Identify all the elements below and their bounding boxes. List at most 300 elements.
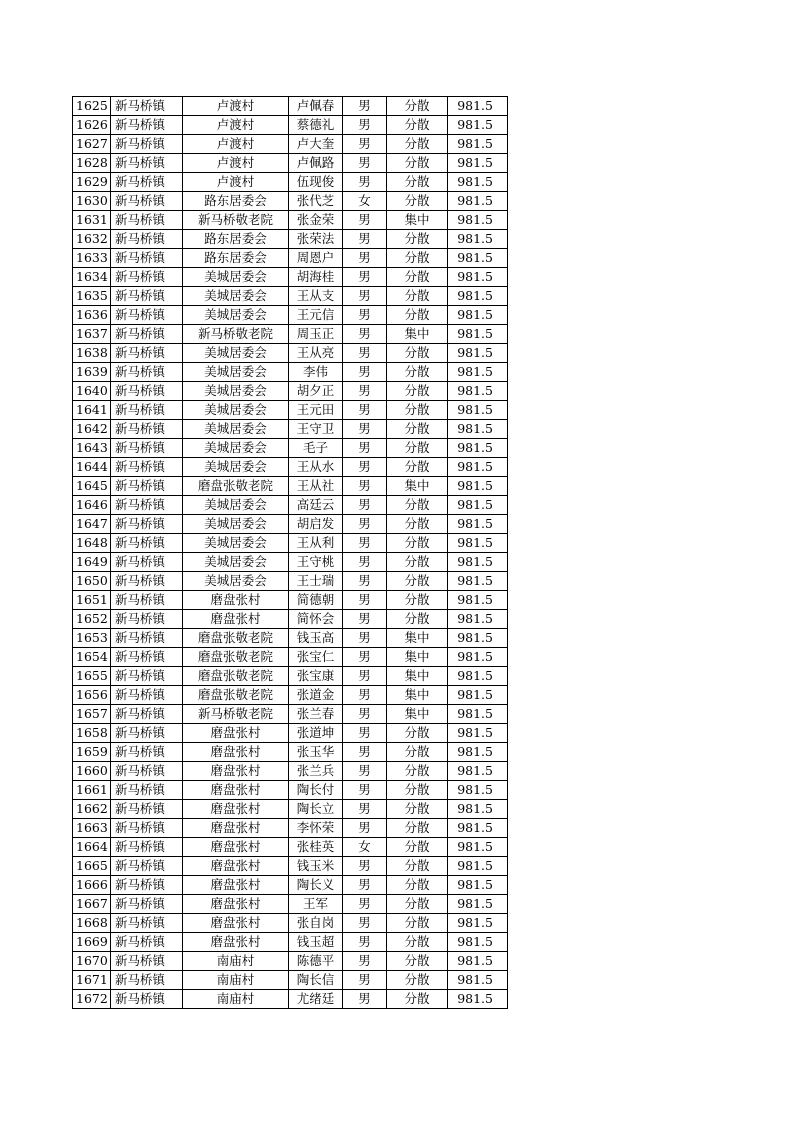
town-cell: 新马桥镇: [111, 819, 183, 838]
name-cell: 王守桃: [289, 553, 343, 572]
table-row: [73, 287, 508, 306]
village-cell: 磨盘张敬老院: [183, 648, 289, 667]
name-cell: 王守卫: [289, 420, 343, 439]
name-cell: 李怀荣: [289, 819, 343, 838]
row-number-cell: 1643: [73, 439, 111, 458]
row-number-cell: 1655: [73, 667, 111, 686]
amount-cell: 981.5: [448, 819, 508, 838]
table-row: [73, 325, 508, 344]
row-number-cell: 1645: [73, 477, 111, 496]
gender-cell: 男: [343, 116, 387, 135]
name-cell: 张荣法: [289, 230, 343, 249]
amount-cell: 981.5: [448, 686, 508, 705]
gender-cell: 男: [343, 420, 387, 439]
support-type-cell: 分散: [387, 173, 448, 192]
gender-cell: 男: [343, 819, 387, 838]
row-number-cell: 1633: [73, 249, 111, 268]
village-cell: 磨盘张敬老院: [183, 686, 289, 705]
gender-cell: 男: [343, 724, 387, 743]
town-cell: 新马桥镇: [111, 230, 183, 249]
town-cell: 新马桥镇: [111, 154, 183, 173]
amount-cell: 981.5: [448, 344, 508, 363]
name-cell: 简德朝: [289, 591, 343, 610]
table-row: [73, 439, 508, 458]
row-number-cell: 1653: [73, 629, 111, 648]
amount-cell: 981.5: [448, 97, 508, 116]
village-cell: 美城居委会: [183, 553, 289, 572]
support-type-cell: 分散: [387, 933, 448, 952]
name-cell: 陶长立: [289, 800, 343, 819]
village-cell: 南庙村: [183, 952, 289, 971]
village-cell: 磨盘张村: [183, 800, 289, 819]
town-cell: 新马桥镇: [111, 287, 183, 306]
amount-cell: 981.5: [448, 762, 508, 781]
gender-cell: 男: [343, 477, 387, 496]
support-type-cell: 集中: [387, 325, 448, 344]
amount-cell: 981.5: [448, 800, 508, 819]
amount-cell: 981.5: [448, 458, 508, 477]
support-type-cell: 分散: [387, 800, 448, 819]
row-number-cell: 1634: [73, 268, 111, 287]
table-row: [73, 496, 508, 515]
village-cell: 美城居委会: [183, 344, 289, 363]
town-cell: 新马桥镇: [111, 211, 183, 230]
row-number-cell: 1671: [73, 971, 111, 990]
support-type-cell: 分散: [387, 838, 448, 857]
table-row: [73, 629, 508, 648]
amount-cell: 981.5: [448, 857, 508, 876]
gender-cell: 女: [343, 838, 387, 857]
town-cell: 新马桥镇: [111, 553, 183, 572]
amount-cell: 981.5: [448, 477, 508, 496]
name-cell: 张兰兵: [289, 762, 343, 781]
village-cell: 磨盘张敬老院: [183, 667, 289, 686]
name-cell: 张兰春: [289, 705, 343, 724]
gender-cell: 男: [343, 154, 387, 173]
gender-cell: 男: [343, 173, 387, 192]
support-type-cell: 分散: [387, 192, 448, 211]
village-cell: 美城居委会: [183, 515, 289, 534]
table-row: [73, 819, 508, 838]
name-cell: 伍现俊: [289, 173, 343, 192]
name-cell: 张桂英: [289, 838, 343, 857]
gender-cell: 男: [343, 933, 387, 952]
town-cell: 新马桥镇: [111, 648, 183, 667]
table-row: [73, 762, 508, 781]
support-type-cell: 集中: [387, 648, 448, 667]
support-type-cell: 分散: [387, 895, 448, 914]
table-row: [73, 990, 508, 1009]
table-row: [73, 230, 508, 249]
town-cell: 新马桥镇: [111, 952, 183, 971]
support-type-cell: 分散: [387, 154, 448, 173]
town-cell: 新马桥镇: [111, 914, 183, 933]
table-row: [73, 363, 508, 382]
village-cell: 新马桥敬老院: [183, 325, 289, 344]
name-cell: 王从水: [289, 458, 343, 477]
amount-cell: 981.5: [448, 249, 508, 268]
table-row: [73, 572, 508, 591]
table-row: [73, 401, 508, 420]
row-number-cell: 1637: [73, 325, 111, 344]
amount-cell: 981.5: [448, 135, 508, 154]
town-cell: 新马桥镇: [111, 458, 183, 477]
table-row: [73, 382, 508, 401]
row-number-cell: 1629: [73, 173, 111, 192]
row-number-cell: 1667: [73, 895, 111, 914]
gender-cell: 男: [343, 971, 387, 990]
gender-cell: 男: [343, 496, 387, 515]
village-cell: 卢渡村: [183, 135, 289, 154]
row-number-cell: 1627: [73, 135, 111, 154]
row-number-cell: 1625: [73, 97, 111, 116]
support-type-cell: 分散: [387, 553, 448, 572]
row-number-cell: 1646: [73, 496, 111, 515]
name-cell: 张自岗: [289, 914, 343, 933]
name-cell: 周恩户: [289, 249, 343, 268]
village-cell: 美城居委会: [183, 572, 289, 591]
support-type-cell: 分散: [387, 230, 448, 249]
gender-cell: 男: [343, 553, 387, 572]
gender-cell: 男: [343, 876, 387, 895]
amount-cell: 981.5: [448, 629, 508, 648]
village-cell: 磨盘张村: [183, 781, 289, 800]
row-number-cell: 1652: [73, 610, 111, 629]
town-cell: 新马桥镇: [111, 629, 183, 648]
name-cell: 高廷云: [289, 496, 343, 515]
row-number-cell: 1665: [73, 857, 111, 876]
support-type-cell: 分散: [387, 515, 448, 534]
gender-cell: 男: [343, 268, 387, 287]
name-cell: 胡海桂: [289, 268, 343, 287]
row-number-cell: 1628: [73, 154, 111, 173]
table-row: [73, 610, 508, 629]
row-number-cell: 1668: [73, 914, 111, 933]
amount-cell: 981.5: [448, 401, 508, 420]
town-cell: 新马桥镇: [111, 610, 183, 629]
village-cell: 磨盘张村: [183, 610, 289, 629]
row-number-cell: 1651: [73, 591, 111, 610]
row-number-cell: 1662: [73, 800, 111, 819]
table-row: [73, 838, 508, 857]
table-row: [73, 515, 508, 534]
support-type-cell: 分散: [387, 249, 448, 268]
amount-cell: 981.5: [448, 990, 508, 1009]
name-cell: 钱玉高: [289, 629, 343, 648]
amount-cell: 981.5: [448, 667, 508, 686]
name-cell: 张道金: [289, 686, 343, 705]
village-cell: 磨盘张敬老院: [183, 477, 289, 496]
amount-cell: 981.5: [448, 553, 508, 572]
gender-cell: 男: [343, 572, 387, 591]
village-cell: 磨盘张敬老院: [183, 629, 289, 648]
name-cell: 张金荣: [289, 211, 343, 230]
support-type-cell: 分散: [387, 610, 448, 629]
amount-cell: 981.5: [448, 306, 508, 325]
village-cell: 磨盘张村: [183, 743, 289, 762]
support-type-cell: 分散: [387, 876, 448, 895]
row-number-cell: 1630: [73, 192, 111, 211]
gender-cell: 男: [343, 363, 387, 382]
gender-cell: 男: [343, 990, 387, 1009]
village-cell: 磨盘张村: [183, 933, 289, 952]
table-row: [73, 154, 508, 173]
table-row: [73, 534, 508, 553]
support-type-cell: 分散: [387, 534, 448, 553]
town-cell: 新马桥镇: [111, 268, 183, 287]
amount-cell: 981.5: [448, 781, 508, 800]
table-row: [73, 648, 508, 667]
table-row: [73, 971, 508, 990]
gender-cell: 男: [343, 306, 387, 325]
village-cell: 美城居委会: [183, 496, 289, 515]
support-type-cell: 集中: [387, 686, 448, 705]
row-number-cell: 1639: [73, 363, 111, 382]
gender-cell: 男: [343, 667, 387, 686]
gender-cell: 男: [343, 800, 387, 819]
gender-cell: 男: [343, 135, 387, 154]
amount-cell: 981.5: [448, 439, 508, 458]
name-cell: 王元信: [289, 306, 343, 325]
row-number-cell: 1654: [73, 648, 111, 667]
town-cell: 新马桥镇: [111, 135, 183, 154]
village-cell: 磨盘张村: [183, 857, 289, 876]
town-cell: 新马桥镇: [111, 724, 183, 743]
town-cell: 新马桥镇: [111, 534, 183, 553]
table-row: [73, 211, 508, 230]
support-type-cell: 分散: [387, 496, 448, 515]
gender-cell: 男: [343, 287, 387, 306]
row-number-cell: 1638: [73, 344, 111, 363]
name-cell: 周玉正: [289, 325, 343, 344]
table-row: [73, 895, 508, 914]
town-cell: 新马桥镇: [111, 363, 183, 382]
amount-cell: 981.5: [448, 743, 508, 762]
town-cell: 新马桥镇: [111, 572, 183, 591]
table-row: [73, 705, 508, 724]
gender-cell: 男: [343, 629, 387, 648]
table-row: [73, 933, 508, 952]
town-cell: 新马桥镇: [111, 667, 183, 686]
town-cell: 新马桥镇: [111, 838, 183, 857]
row-number-cell: 1642: [73, 420, 111, 439]
support-type-cell: 分散: [387, 458, 448, 477]
name-cell: 王从亮: [289, 344, 343, 363]
amount-cell: 981.5: [448, 382, 508, 401]
amount-cell: 981.5: [448, 914, 508, 933]
row-number-cell: 1663: [73, 819, 111, 838]
name-cell: 尤绪廷: [289, 990, 343, 1009]
gender-cell: 男: [343, 211, 387, 230]
village-cell: 南庙村: [183, 990, 289, 1009]
row-number-cell: 1649: [73, 553, 111, 572]
village-cell: 美城居委会: [183, 420, 289, 439]
gender-cell: 男: [343, 230, 387, 249]
village-cell: 美城居委会: [183, 458, 289, 477]
support-type-cell: 集中: [387, 629, 448, 648]
amount-cell: 981.5: [448, 268, 508, 287]
village-cell: 美城居委会: [183, 268, 289, 287]
amount-cell: 981.5: [448, 325, 508, 344]
amount-cell: 981.5: [448, 610, 508, 629]
amount-cell: 981.5: [448, 591, 508, 610]
support-type-cell: 分散: [387, 572, 448, 591]
village-cell: 卢渡村: [183, 97, 289, 116]
support-type-cell: 集中: [387, 705, 448, 724]
town-cell: 新马桥镇: [111, 876, 183, 895]
gender-cell: 男: [343, 762, 387, 781]
table-body: [73, 97, 508, 1009]
support-type-cell: 分散: [387, 116, 448, 135]
name-cell: 张道坤: [289, 724, 343, 743]
support-type-cell: 分散: [387, 781, 448, 800]
amount-cell: 981.5: [448, 876, 508, 895]
name-cell: 卢佩春: [289, 97, 343, 116]
name-cell: 王元田: [289, 401, 343, 420]
town-cell: 新马桥镇: [111, 401, 183, 420]
amount-cell: 981.5: [448, 515, 508, 534]
village-cell: 路东居委会: [183, 230, 289, 249]
village-cell: 美城居委会: [183, 534, 289, 553]
amount-cell: 981.5: [448, 154, 508, 173]
support-type-cell: 分散: [387, 952, 448, 971]
gender-cell: 男: [343, 648, 387, 667]
village-cell: 新马桥敬老院: [183, 705, 289, 724]
town-cell: 新马桥镇: [111, 192, 183, 211]
row-number-cell: 1640: [73, 382, 111, 401]
amount-cell: 981.5: [448, 952, 508, 971]
row-number-cell: 1641: [73, 401, 111, 420]
name-cell: 张玉华: [289, 743, 343, 762]
support-type-cell: 集中: [387, 477, 448, 496]
table-row: [73, 173, 508, 192]
table-row: [73, 135, 508, 154]
table-row: [73, 249, 508, 268]
village-cell: 卢渡村: [183, 173, 289, 192]
amount-cell: 981.5: [448, 534, 508, 553]
town-cell: 新马桥镇: [111, 895, 183, 914]
amount-cell: 981.5: [448, 173, 508, 192]
town-cell: 新马桥镇: [111, 705, 183, 724]
support-type-cell: 分散: [387, 990, 448, 1009]
table-row: [73, 420, 508, 439]
table-row: [73, 914, 508, 933]
table-row: [73, 306, 508, 325]
town-cell: 新马桥镇: [111, 325, 183, 344]
amount-cell: 981.5: [448, 705, 508, 724]
table-row: [73, 800, 508, 819]
row-number-cell: 1660: [73, 762, 111, 781]
town-cell: 新马桥镇: [111, 306, 183, 325]
name-cell: 张代芝: [289, 192, 343, 211]
gender-cell: 男: [343, 857, 387, 876]
village-cell: 美城居委会: [183, 363, 289, 382]
amount-cell: 981.5: [448, 838, 508, 857]
support-type-cell: 分散: [387, 439, 448, 458]
village-cell: 美城居委会: [183, 401, 289, 420]
town-cell: 新马桥镇: [111, 781, 183, 800]
row-number-cell: 1636: [73, 306, 111, 325]
support-type-cell: 分散: [387, 306, 448, 325]
town-cell: 新马桥镇: [111, 990, 183, 1009]
amount-cell: 981.5: [448, 211, 508, 230]
support-type-cell: 分散: [387, 268, 448, 287]
support-type-cell: 分散: [387, 857, 448, 876]
town-cell: 新马桥镇: [111, 743, 183, 762]
data-table: [72, 96, 508, 1009]
table-row: [73, 781, 508, 800]
row-number-cell: 1659: [73, 743, 111, 762]
amount-cell: 981.5: [448, 192, 508, 211]
support-type-cell: 集中: [387, 211, 448, 230]
row-number-cell: 1648: [73, 534, 111, 553]
row-number-cell: 1647: [73, 515, 111, 534]
amount-cell: 981.5: [448, 420, 508, 439]
support-type-cell: 分散: [387, 344, 448, 363]
name-cell: 王军: [289, 895, 343, 914]
table-row: [73, 743, 508, 762]
amount-cell: 981.5: [448, 230, 508, 249]
row-number-cell: 1664: [73, 838, 111, 857]
town-cell: 新马桥镇: [111, 971, 183, 990]
name-cell: 陶长付: [289, 781, 343, 800]
name-cell: 王从社: [289, 477, 343, 496]
name-cell: 毛子: [289, 439, 343, 458]
support-type-cell: 集中: [387, 667, 448, 686]
table-row: [73, 477, 508, 496]
gender-cell: 男: [343, 325, 387, 344]
row-number-cell: 1669: [73, 933, 111, 952]
town-cell: 新马桥镇: [111, 800, 183, 819]
gender-cell: 男: [343, 344, 387, 363]
village-cell: 磨盘张村: [183, 591, 289, 610]
gender-cell: 男: [343, 781, 387, 800]
gender-cell: 男: [343, 439, 387, 458]
gender-cell: 男: [343, 914, 387, 933]
village-cell: 磨盘张村: [183, 895, 289, 914]
village-cell: 磨盘张村: [183, 819, 289, 838]
town-cell: 新马桥镇: [111, 249, 183, 268]
village-cell: 美城居委会: [183, 287, 289, 306]
name-cell: 张宝仁: [289, 648, 343, 667]
row-number-cell: 1632: [73, 230, 111, 249]
gender-cell: 男: [343, 249, 387, 268]
amount-cell: 981.5: [448, 971, 508, 990]
name-cell: 胡启发: [289, 515, 343, 534]
village-cell: 磨盘张村: [183, 724, 289, 743]
town-cell: 新马桥镇: [111, 515, 183, 534]
village-cell: 卢渡村: [183, 116, 289, 135]
amount-cell: 981.5: [448, 496, 508, 515]
village-cell: 美城居委会: [183, 306, 289, 325]
gender-cell: 男: [343, 458, 387, 477]
village-cell: 磨盘张村: [183, 914, 289, 933]
town-cell: 新马桥镇: [111, 933, 183, 952]
row-number-cell: 1631: [73, 211, 111, 230]
name-cell: 王从支: [289, 287, 343, 306]
amount-cell: 981.5: [448, 724, 508, 743]
support-type-cell: 分散: [387, 287, 448, 306]
support-type-cell: 分散: [387, 382, 448, 401]
table-row: [73, 667, 508, 686]
town-cell: 新马桥镇: [111, 97, 183, 116]
village-cell: 新马桥敬老院: [183, 211, 289, 230]
gender-cell: 男: [343, 382, 387, 401]
support-type-cell: 分散: [387, 401, 448, 420]
village-cell: 路东居委会: [183, 192, 289, 211]
name-cell: 钱玉超: [289, 933, 343, 952]
amount-cell: 981.5: [448, 363, 508, 382]
